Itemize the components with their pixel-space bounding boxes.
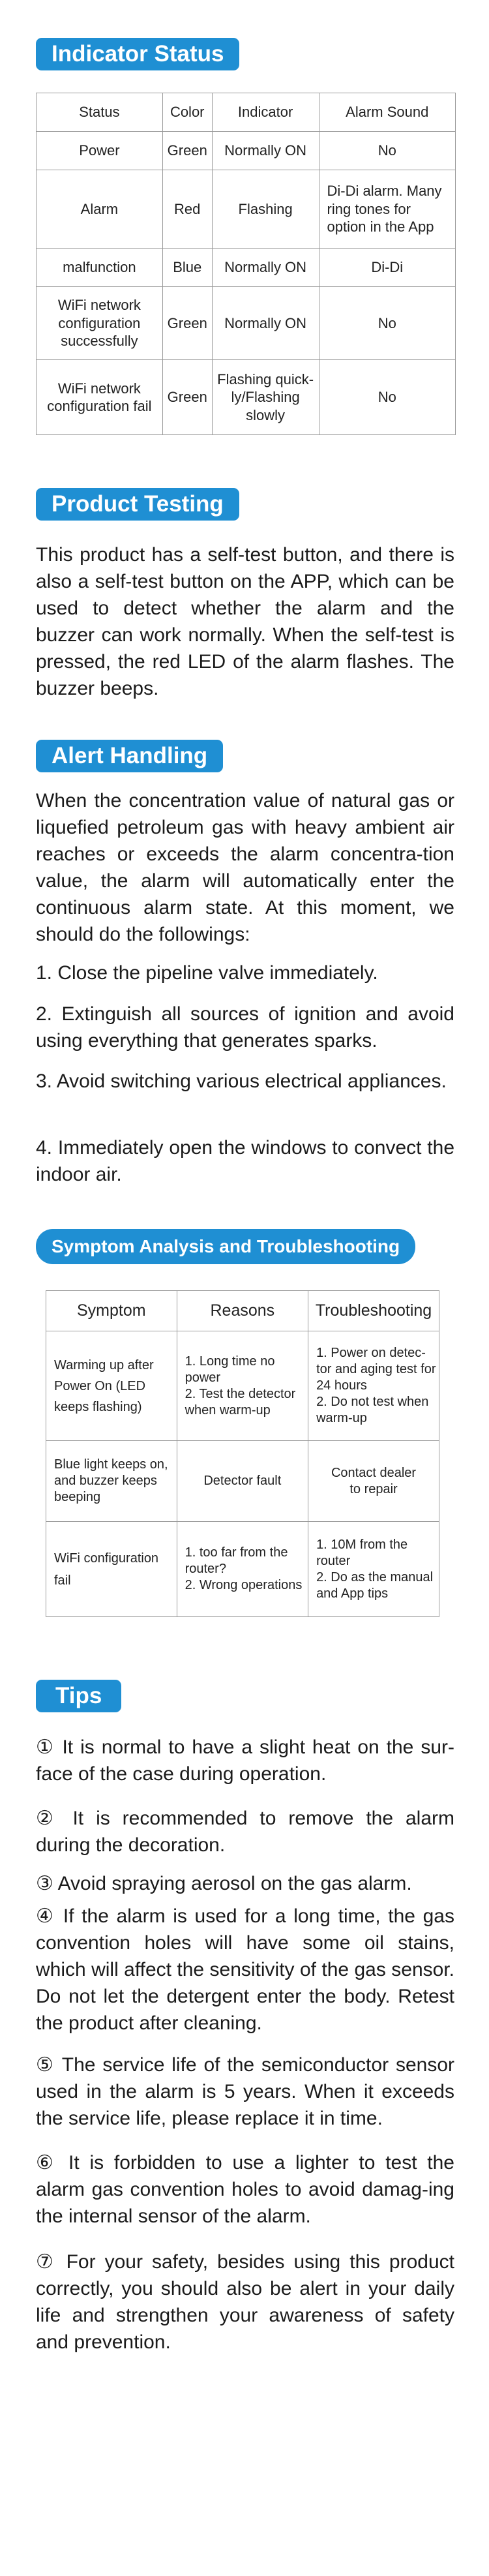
cell-indicator: Normally ON bbox=[212, 249, 319, 287]
cell-indicator: Flashing quick-ly/Flashing slowly bbox=[212, 360, 319, 435]
alert-step: 4. Immediately open the windows to convect the indoor air. bbox=[36, 1137, 454, 1185]
fix-line: 2. Do not test when warm-up bbox=[316, 1395, 429, 1425]
cell-alarm-sound: No bbox=[319, 360, 455, 435]
tip-item: ⑤ The service life of the semiconductor sensor used in the alarm is 5 years. When it exceeds the service life, please replace it in time. bbox=[36, 2054, 454, 2129]
table-row bbox=[37, 132, 456, 170]
cell-symptom: WiFi configuration fail bbox=[46, 1522, 177, 1617]
indicator-header-status: Status bbox=[37, 93, 163, 132]
cell-reasons bbox=[177, 1522, 308, 1617]
tip-item: ③ Avoid spraying aerosol on the gas alarm. bbox=[36, 1873, 412, 1894]
tips-heading: Tips bbox=[36, 1680, 121, 1712]
table-row bbox=[46, 1441, 439, 1522]
tip-item: ④ If the alarm is used for a long time, the gas convention holes will have some oil stains, which will affect the sensitivity of the gas sensor. Do not let the detergent enter the body. Retest the product after cleaning. bbox=[36, 1905, 454, 2034]
reason-line: Detector fault bbox=[203, 1474, 282, 1488]
cell-alarm-sound: Di-Di bbox=[319, 249, 455, 287]
reason-line: 1. too far from the router? bbox=[185, 1545, 288, 1576]
cell-troubleshooting bbox=[308, 1441, 439, 1522]
tip-item: ⑥ It is forbidden to use a lighter to test the alarm gas convention holes to avoid damag-ing the internal sensor of the alarm. bbox=[36, 2152, 454, 2227]
tip-item: ⑦ For your safety, besides using this product correctly, you should also be alert in your daily life and strengthen your awareness of safety and prevention. bbox=[36, 2251, 454, 2353]
table-row bbox=[37, 360, 456, 435]
cell-reasons bbox=[177, 1441, 308, 1522]
fix-line: 2. Do as the manual and App tips bbox=[316, 1569, 434, 1601]
cell-troubleshooting bbox=[308, 1522, 439, 1617]
cell-reasons bbox=[177, 1331, 308, 1441]
fix-line: 1. Power on detec-tor and aging test for 24 hours bbox=[316, 1346, 436, 1393]
symptom-analysis-heading: Symptom Analysis and Troubleshooting bbox=[36, 1229, 415, 1264]
cell-color: Red bbox=[162, 170, 212, 249]
cell-status: malfunction bbox=[37, 249, 163, 287]
cell-color: Green bbox=[162, 287, 212, 360]
fix-line: Contact dealer to repair bbox=[331, 1465, 417, 1496]
indicator-header-color: Color bbox=[162, 93, 212, 132]
product-testing-text: This product has a self-test button, and there is also a self-test button on the APP, which can be used to detect whether the alarm and the buzzer can work normally. When the self-test is pressed, the red LED of the alarm flashes. The buzzer beeps. bbox=[36, 544, 454, 699]
indicator-status-table bbox=[36, 93, 456, 435]
indicator-header-alarm-sound: Alarm Sound bbox=[319, 93, 455, 132]
cell-indicator: Normally ON bbox=[212, 287, 319, 360]
cell-status: WiFi network configuration successfully bbox=[37, 287, 163, 360]
reason-line: 1. Long time no power bbox=[185, 1354, 275, 1385]
table-row bbox=[37, 170, 456, 249]
reason-line: 2. Wrong operations bbox=[185, 1578, 303, 1592]
troubleshooting-header: Troubleshooting bbox=[308, 1291, 439, 1331]
product-testing-heading: Product Testing bbox=[36, 488, 239, 521]
table-row bbox=[37, 249, 456, 287]
reason-line: 2. Test the detector when warm-up bbox=[185, 1386, 296, 1417]
alert-step: 2. Extinguish all sources of ignition and avoid using everything that generates sparks. bbox=[36, 1003, 454, 1052]
symptom-header-row bbox=[46, 1291, 439, 1331]
indicator-status-heading: Indicator Status bbox=[36, 38, 239, 70]
cell-status: WiFi network configuration fail bbox=[37, 360, 163, 435]
alert-step: 3. Avoid switching various electrical appliances. bbox=[36, 1070, 447, 1092]
indicator-header-indicator: Indicator bbox=[212, 93, 319, 132]
table-row bbox=[37, 287, 456, 360]
cell-color: Green bbox=[162, 360, 212, 435]
fix-line: 1. 10M from the router bbox=[316, 1537, 408, 1568]
cell-indicator: Normally ON bbox=[212, 132, 319, 170]
cell-symptom: Blue light keeps on, and buzzer keeps beeping bbox=[46, 1441, 177, 1522]
alert-handling-intro: When the concentration value of natural gas or liquefied petroleum gas with heavy ambient air reaches or exceeds the alarm concentra-tion value, the alarm will automatically enter the continuous alarm state. At this moment, we should do the followings: bbox=[36, 790, 454, 945]
symptom-table bbox=[46, 1290, 439, 1617]
table-row bbox=[46, 1522, 439, 1617]
cell-symptom: Warming up after Power On (LED keeps flashing) bbox=[46, 1331, 177, 1441]
cell-color: Blue bbox=[162, 249, 212, 287]
indicator-header-row bbox=[37, 93, 456, 132]
symptom-header: Symptom bbox=[46, 1291, 177, 1331]
cell-status: Alarm bbox=[37, 170, 163, 249]
cell-alarm-sound: No bbox=[319, 287, 455, 360]
alert-handling-heading: Alert Handling bbox=[36, 740, 223, 772]
tip-item: ① It is normal to have a slight heat on the sur-face of the case during operation. bbox=[36, 1736, 454, 1785]
cell-alarm-sound: Di-Di alarm. Many ring tones for option in the App bbox=[319, 170, 455, 249]
alert-step: 1. Close the pipeline valve immediately. bbox=[36, 962, 378, 984]
cell-color: Green bbox=[162, 132, 212, 170]
cell-indicator: Flashing bbox=[212, 170, 319, 249]
cell-alarm-sound: No bbox=[319, 132, 455, 170]
reasons-header: Reasons bbox=[177, 1291, 308, 1331]
cell-status: Power bbox=[37, 132, 163, 170]
table-row bbox=[46, 1331, 439, 1441]
tip-item: ② It is recommended to remove the alarm during the decoration. bbox=[36, 1808, 454, 1856]
cell-troubleshooting bbox=[308, 1331, 439, 1441]
